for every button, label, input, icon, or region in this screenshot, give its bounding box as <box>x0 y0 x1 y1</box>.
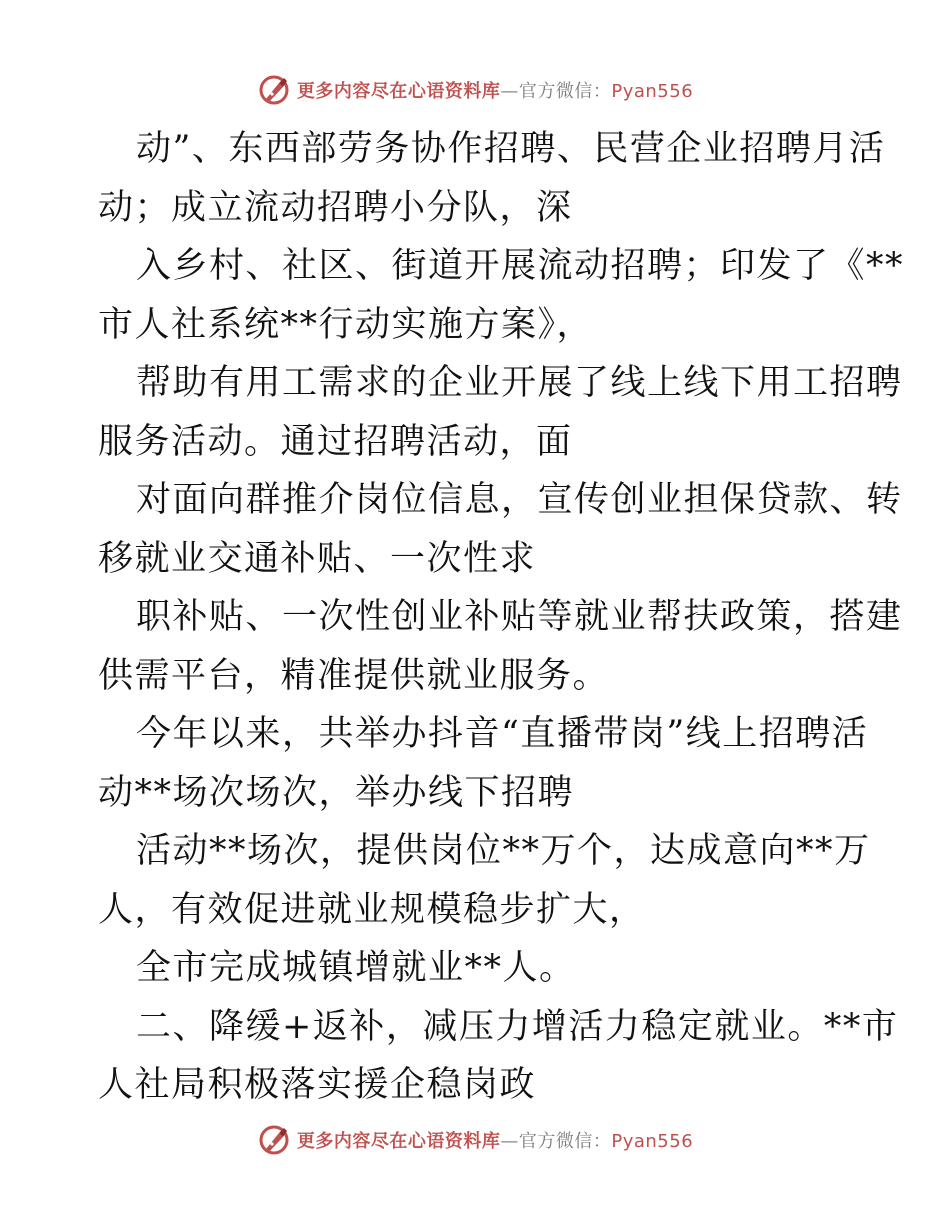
text-line: 服务活动。通过招聘活动，面 <box>98 421 573 462</box>
text-line: 动；成立流动招聘小分队，深 <box>98 187 573 228</box>
pen-nib-circle-icon <box>257 1123 291 1157</box>
document-body <box>98 120 905 1115</box>
header-separator: — <box>500 81 519 102</box>
footer-site-text: 更多内容尽在心语资料库 <box>296 1131 501 1152</box>
pen-nib-circle-icon <box>257 73 291 107</box>
footer-banner-text <box>297 1127 693 1153</box>
text-line: 供需平台，精准提供就业服务。 <box>98 655 610 696</box>
text-line: 帮助有用工需求的企业开展了线上线下用工招聘 <box>136 363 903 403</box>
text-line: 活动**场次，提供岗位**万个，达成意向**万 <box>136 831 871 871</box>
header-banner-text <box>297 77 693 103</box>
footer-separator: — <box>500 1131 519 1152</box>
header-site-text: 更多内容尽在心语资料库 <box>296 81 501 102</box>
footer-wechat-id: Pyan556 <box>611 1131 694 1152</box>
text-line: 二、降缓+返补，减压力增活力稳定就业。**市 <box>136 1006 899 1047</box>
text-line: 动”、东西部劳务协作招聘、民营企业招聘月活 <box>136 129 886 169</box>
text-line: 人社局积极落实援企稳岗政 <box>98 1065 537 1105</box>
text-line: 今年以来，共举办抖音“直播带岗”线上招聘活 <box>136 714 869 754</box>
text-line: 全市完成城镇增就业**人。 <box>136 948 576 988</box>
text-line: 移就业交通补贴、一次性求 <box>98 538 537 579</box>
text-line: 动**场次场次，举办线下招聘 <box>98 772 575 813</box>
text-line: 对面向群推介岗位信息，宣传创业担保贷款、转 <box>136 480 903 520</box>
header-wechat-label: 官方微信： <box>518 81 612 102</box>
text-line: 职补贴、一次性创业补贴等就业帮扶政策，搭建 <box>136 597 903 637</box>
header-banner <box>0 70 950 110</box>
text-line: 入乡村、社区、街道开展流动招聘；印发了《** <box>136 246 905 286</box>
text-line: 市人社系统**行动实施方案》， <box>98 304 594 345</box>
text-line: 人，有效促进就业规模稳步扩大， <box>98 889 646 930</box>
header-wechat-id: Pyan556 <box>611 81 694 102</box>
footer-wechat-label: 官方微信： <box>518 1131 612 1152</box>
footer-banner <box>0 1120 950 1160</box>
